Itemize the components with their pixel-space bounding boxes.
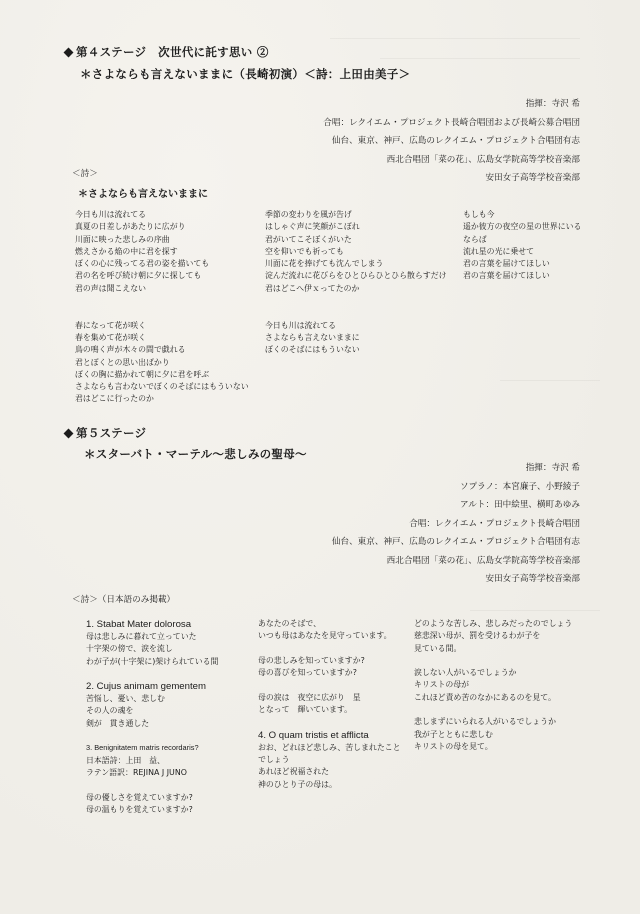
stage4-poem-title: ＊さよならも言えないままに (78, 189, 208, 200)
poem-line: 母の喜びを知っていますか? (258, 668, 357, 678)
credit-line: 安田女子高等学校音楽部 (485, 173, 580, 183)
poem-line: もしも今 (463, 210, 495, 219)
credit-line: 安田女子高等学校音楽部 (485, 574, 580, 584)
movement-title: 3. Benignitatem matris recordaris? (86, 743, 199, 753)
stage4-poem-label: ＜詩＞ (72, 169, 98, 179)
poem-line: 春になって花が咲く (75, 320, 147, 330)
stage4-heading-text: 第４ステージ 次世代に託す思い ② (76, 45, 269, 59)
poem-line: 真夏の日差しがあたりに広がり (75, 222, 186, 232)
poem-line: 君の言葉を届けてほしい (463, 259, 550, 269)
movement-title: 1. Stabat Mater dolorosa (86, 619, 192, 630)
credit-line: 合唱：レクイエム・プロジェクト長崎合唱団および長崎公募合唱団 (323, 117, 580, 128)
poem-line: どのような苦しみ、悲しみだったのでしょう (414, 619, 573, 628)
poem-line: 苦悩し、憂い、悲しむ (86, 694, 165, 704)
poem-line: いつも母はあなたを見守っています。 (258, 631, 392, 641)
stage5-heading-text: 第５ステージ (76, 426, 147, 440)
poem-line: 十字架の傍で、涙を流し (86, 644, 173, 654)
poem-line: 遥か彼方の夜空の星の世界にいる (463, 222, 582, 232)
poem-line: ならば (463, 234, 487, 244)
poem-line: 母は悲しみに暮れて立っていた (86, 632, 197, 641)
poem-line: 神のひとり子の母は。 (258, 779, 337, 789)
poem-line: 君はどこへ伊ｘってたのか (265, 283, 360, 293)
poem-line: 涙しない人がいるでしょうか (414, 668, 517, 678)
poem-line: でしょう (258, 754, 290, 764)
diamond-bullet-icon (64, 429, 74, 439)
poem-line: 流れ星の光に乗せて (463, 246, 535, 256)
stage5-poem-column-1 (86, 618, 218, 816)
poem-line: 空を仰いでも祈っても (265, 246, 344, 256)
poem-line: 季節の変わりを風が告げ (265, 210, 352, 219)
stage5-heading (64, 425, 146, 441)
poem-line: 母の温もりを覚えていますか? (86, 804, 193, 814)
poem-line: 燃えさかる焔の中に君を探す (75, 246, 178, 256)
poem-line: 今日も川は流れてる (265, 320, 337, 330)
poem-line: 君の名を呼び続け朝に夕に探しても (75, 271, 202, 281)
poem-line: 鳥の鳴く声が木々の間で戯れる (75, 345, 186, 355)
poem-line: さよならも言えないままに (265, 332, 360, 342)
poem-line: あなたのそばで、 (258, 619, 321, 628)
poem-line: 君はどこに行ったのか (75, 394, 154, 404)
poem-line: わが子が(十字架に)架けられている間 (86, 656, 219, 666)
stage5-poem-label: ＜詩＞（日本語のみ掲載） (72, 595, 176, 605)
stage4-heading (64, 44, 269, 60)
poem-line: あれほど祝福された (258, 767, 330, 777)
poem-line: 川面に映った悲しみの序曲 (75, 234, 170, 244)
stage5-song-title: ＊スターバト・マーテル〜悲しみの聖母〜 (84, 447, 307, 461)
poem-line: 慈悲深い母が、罰を受けるわが子を (414, 631, 541, 641)
stage4-poem-column-1 (75, 209, 249, 406)
poem-line: となって 輝いています。 (258, 705, 353, 715)
poem-line: 君とぼくとの思い出ばかり (75, 357, 170, 367)
stage4-credits (323, 95, 580, 188)
credit-line: アルト：田中絵里、横町あゆみ (460, 500, 580, 510)
poem-line: 君がいてこそぼくがいた (265, 234, 352, 244)
credit-line: 仙台、東京、神戸、広島のレクイエム・プロジェクト合唱団有志 (331, 136, 580, 146)
poem-line: 君の言葉を届けてほしい (463, 271, 550, 281)
stage4-poem-column-3 (463, 209, 581, 283)
movement-title: 4. O quam tristis et afflicta (258, 729, 369, 741)
credit-line: 西北合唱団「菜の花」、広島女学院高等学校音楽部 (386, 555, 580, 566)
poem-line: これほど責め苦のなかにあるのを見て。 (414, 692, 556, 702)
poem-line: ぼくの胸に描かれて朝に夕に君を呼ぶ (75, 369, 210, 379)
diamond-bullet-icon (64, 48, 74, 58)
poem-line: 川面に花を捧げても沈んでしまう (265, 259, 384, 269)
poem-line: 悲しまずにいられる人がいるでしょうか (414, 717, 556, 727)
poem-credit-line: ラテン語訳：REJINA J JUNO (86, 767, 187, 777)
poem-line: キリストの母を見て。 (414, 741, 493, 751)
stage5-poem-column-3 (414, 618, 572, 753)
stage5-poem-column-2 (258, 618, 401, 791)
credit-line: 西北合唱団「菜の花」、広島女学院高等学校音楽部 (386, 154, 580, 165)
poem-line: おお、どれほど悲しみ、苦しまれたこと (258, 742, 401, 752)
poem-line: 君の声は聞こえない (75, 283, 147, 293)
credit-line: 仙台、東京、神戸、広島のレクイエム・プロジェクト合唱団有志 (331, 537, 580, 547)
stage5-credits (332, 459, 580, 589)
stage4-song-title: ＊さよならも言えないままに（長崎初演）＜詩：上田由美子＞ (80, 67, 411, 81)
credit-line: ソプラノ：本宮廉子、小野綾子 (459, 481, 580, 492)
poem-line: 淀んだ流れに花びらをひとひらひとひら散らすだけ (265, 271, 447, 281)
poem-line: 今日も川は流れてる (75, 210, 147, 219)
poem-line: ぼくのそばにはもういない (265, 345, 360, 355)
poem-line: はしゃぐ声に笑顔がこぼれ (265, 222, 360, 232)
poem-line: さよならも言わないでぼくのそばにはもういない (75, 382, 249, 392)
poem-line: 見ている間。 (414, 643, 462, 653)
credit-line: 合唱：レクイエム・プロジェクト長崎合唱団 (409, 518, 580, 529)
poem-line: 我が子とともに悲しむ (414, 729, 493, 739)
poem-line: その人の魂を (86, 706, 134, 716)
poem-line: 春を集めて花が咲く (75, 332, 147, 342)
poem-line: 母の優しさを覚えていますか? (86, 792, 193, 802)
poem-line: 母の悲しみを知っていますか? (258, 655, 365, 665)
poem-line: ぼくの心に残ってる君の姿を描いても (75, 259, 210, 269)
poem-credit-line: 日本語詩：上田 益、 (86, 755, 165, 765)
poem-line: キリストの母が (414, 680, 470, 690)
movement-title: 2. Cujus animam gementem (86, 681, 206, 693)
stage4-poem-column-2 (265, 209, 447, 357)
credit-line: 指揮：寺沢 希 (525, 463, 580, 473)
poem-line: 母の涙は 夜空に広がり 星 (258, 692, 361, 702)
credit-line: 指揮：寺沢 希 (525, 99, 580, 109)
poem-line: 剣が 貫き通した (86, 718, 150, 728)
